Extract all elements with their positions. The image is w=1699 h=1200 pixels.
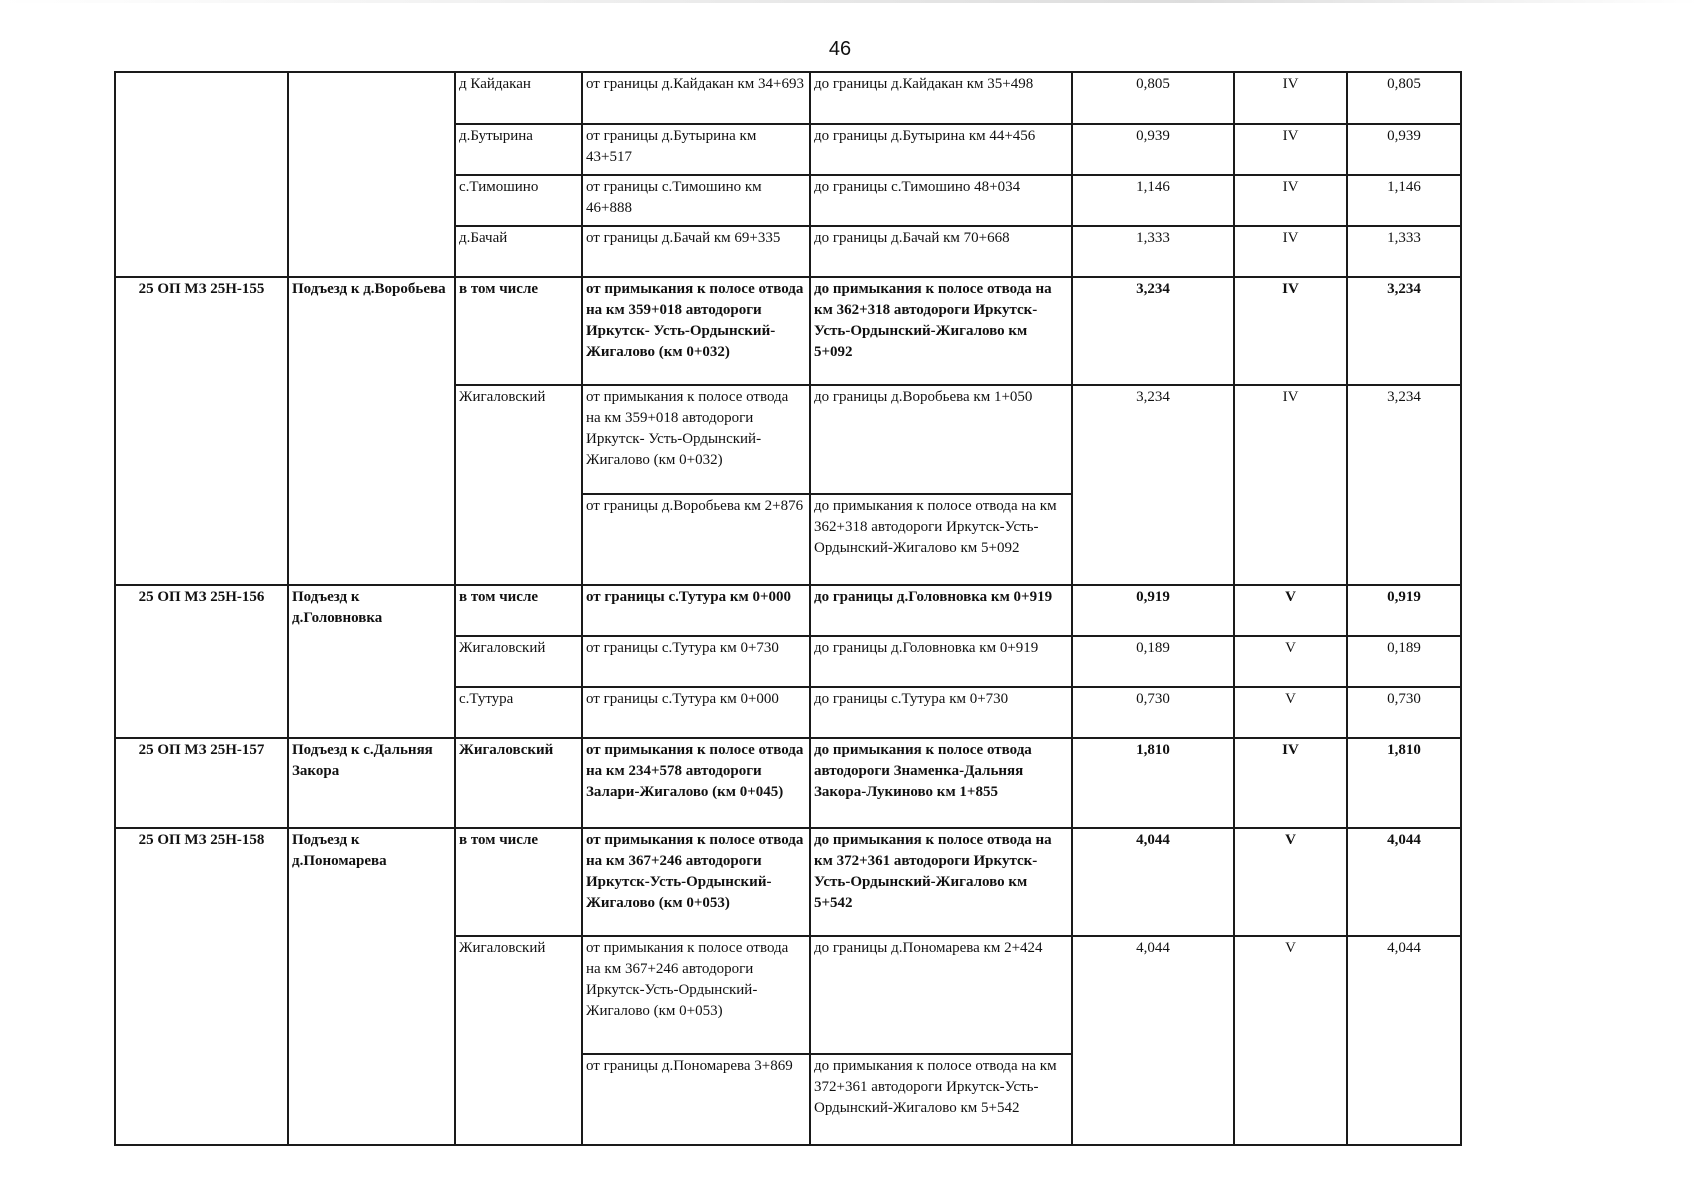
to-cell: до границы с.Тимошино 48+034	[810, 175, 1072, 226]
road-code-cell: 25 ОП МЗ 25Н-155	[115, 277, 288, 585]
total-cell: 1,333	[1347, 226, 1461, 277]
category-cell: V	[1234, 936, 1347, 1145]
length-cell: 0,939	[1072, 124, 1234, 175]
to-cell: до границы д.Воробьева км 1+050	[810, 385, 1072, 494]
length-cell: 0,730	[1072, 687, 1234, 738]
category-cell: IV	[1234, 738, 1347, 828]
length-cell: 1,146	[1072, 175, 1234, 226]
to-cell: до границы д.Головновка км 0+919	[810, 636, 1072, 687]
district-cell: в том числе	[455, 277, 582, 385]
from-cell: от границы с.Тимошино км 46+888	[582, 175, 810, 226]
category-cell: IV	[1234, 124, 1347, 175]
category-cell: IV	[1234, 72, 1347, 124]
category-cell: IV	[1234, 226, 1347, 277]
total-cell: 3,234	[1347, 385, 1461, 585]
to-cell: до границы д.Кайдакан км 35+498	[810, 72, 1072, 124]
road-name-cell: Подъезд к д.Головновка	[288, 585, 455, 738]
from-cell: от примыкания к полосе отвода на км 234+578 автодороги Залари-Жигалово (км 0+045)	[582, 738, 810, 828]
total-cell: 0,805	[1347, 72, 1461, 124]
district-cell: Жигаловский	[455, 385, 582, 585]
total-cell: 3,234	[1347, 277, 1461, 385]
category-cell: IV	[1234, 175, 1347, 226]
road-code-cell: 25 ОП МЗ 25Н-156	[115, 585, 288, 738]
from-cell: от границы д.Пономарева 3+869	[582, 1054, 810, 1145]
total-cell: 1,810	[1347, 738, 1461, 828]
length-cell: 0,189	[1072, 636, 1234, 687]
length-cell: 1,333	[1072, 226, 1234, 277]
road-name-cell: Подъезд к д.Воробьева	[288, 277, 455, 585]
from-cell: от границы с.Тутура км 0+000	[582, 687, 810, 738]
length-cell: 1,810	[1072, 738, 1234, 828]
district-cell: в том числе	[455, 828, 582, 936]
road-code-cell: 25 ОП МЗ 25Н-157	[115, 738, 288, 828]
road-name-cell: Подъезд к с.Дальняя Закора	[288, 738, 455, 828]
total-cell: 0,730	[1347, 687, 1461, 738]
to-cell: до границы д.Пономарева км 2+424	[810, 936, 1072, 1054]
road-name-cell	[288, 72, 455, 277]
from-cell: от границы с.Тутура км 0+000	[582, 585, 810, 636]
from-cell: от примыкания к полосе отвода на км 359+018 автодороги Иркутск- Усть-Ордынский-Жигалово (км 0+032)	[582, 277, 810, 385]
length-cell: 0,919	[1072, 585, 1234, 636]
district-cell: д Кайдакан	[455, 72, 582, 124]
total-cell: 4,044	[1347, 936, 1461, 1145]
road-code-cell	[115, 72, 288, 277]
district-cell: Жигаловский	[455, 936, 582, 1145]
to-cell: до границы д.Бутырина км 44+456	[810, 124, 1072, 175]
category-cell: IV	[1234, 277, 1347, 385]
table-row	[115, 72, 1461, 124]
district-cell: Жигаловский	[455, 738, 582, 828]
to-cell: до границы д.Бачай км 70+668	[810, 226, 1072, 277]
table-row	[115, 828, 1461, 936]
district-cell: с.Тутура	[455, 687, 582, 738]
from-cell: от границы д.Кайдакан км 34+693	[582, 72, 810, 124]
length-cell: 4,044	[1072, 936, 1234, 1145]
total-cell: 0,189	[1347, 636, 1461, 687]
table-row	[115, 738, 1461, 828]
from-cell: от границы д.Бачай км 69+335	[582, 226, 810, 277]
length-cell: 4,044	[1072, 828, 1234, 936]
road-code-cell: 25 ОП МЗ 25Н-158	[115, 828, 288, 1145]
road-registry-table	[114, 71, 1462, 1146]
category-cell: IV	[1234, 385, 1347, 585]
to-cell: до примыкания к полосе отвода на км 362+318 автодороги Иркутск-Усть-Ордынский-Жигалово км 5+092	[810, 494, 1072, 585]
to-cell: до примыкания к полосе отвода на км 372+361 автодороги Иркутск-Усть-Ордынский-Жигалово км 5+542	[810, 1054, 1072, 1145]
category-cell: V	[1234, 687, 1347, 738]
scan-edge	[0, 0, 1699, 3]
district-cell: с.Тимошино	[455, 175, 582, 226]
category-cell: V	[1234, 636, 1347, 687]
page-number: 46	[828, 38, 852, 60]
district-cell: д.Бутырина	[455, 124, 582, 175]
length-cell: 0,805	[1072, 72, 1234, 124]
to-cell: до примыкания к полосе отвода на км 362+318 автодороги Иркутск-Усть-Ордынский-Жигалово км 5+092	[810, 277, 1072, 385]
from-cell: от границы д.Бутырина км 43+517	[582, 124, 810, 175]
from-cell: от примыкания к полосе отвода на км 367+246 автодороги Иркутск-Усть-Ордынский-Жигалово (км 0+053)	[582, 936, 810, 1054]
from-cell: от границы д.Воробьева км 2+876	[582, 494, 810, 585]
from-cell: от примыкания к полосе отвода на км 359+018 автодороги Иркутск- Усть-Ордынский-Жигалово (км 0+032)	[582, 385, 810, 494]
from-cell: от границы с.Тутура км 0+730	[582, 636, 810, 687]
road-name-cell: Подъезд к д.Пономарева	[288, 828, 455, 1145]
table-row	[115, 277, 1461, 385]
district-cell: в том числе	[455, 585, 582, 636]
total-cell: 1,146	[1347, 175, 1461, 226]
total-cell: 0,919	[1347, 585, 1461, 636]
category-cell: V	[1234, 828, 1347, 936]
total-cell: 0,939	[1347, 124, 1461, 175]
district-cell: Жигаловский	[455, 636, 582, 687]
district-cell: д.Бачай	[455, 226, 582, 277]
total-cell: 4,044	[1347, 828, 1461, 936]
length-cell: 3,234	[1072, 385, 1234, 585]
to-cell: до границы д.Головновка км 0+919	[810, 585, 1072, 636]
to-cell: до примыкания к полосе отвода автодороги Знаменка-Дальняя Закора-Лукиново км 1+855	[810, 738, 1072, 828]
length-cell: 3,234	[1072, 277, 1234, 385]
from-cell: от примыкания к полосе отвода на км 367+246 автодороги Иркутск-Усть-Ордынский-Жигалово (км 0+053)	[582, 828, 810, 936]
category-cell: V	[1234, 585, 1347, 636]
table-row	[115, 585, 1461, 636]
to-cell: до примыкания к полосе отвода на км 372+361 автодороги Иркутск-Усть-Ордынский-Жигалово км 5+542	[810, 828, 1072, 936]
to-cell: до границы с.Тутура км 0+730	[810, 687, 1072, 738]
